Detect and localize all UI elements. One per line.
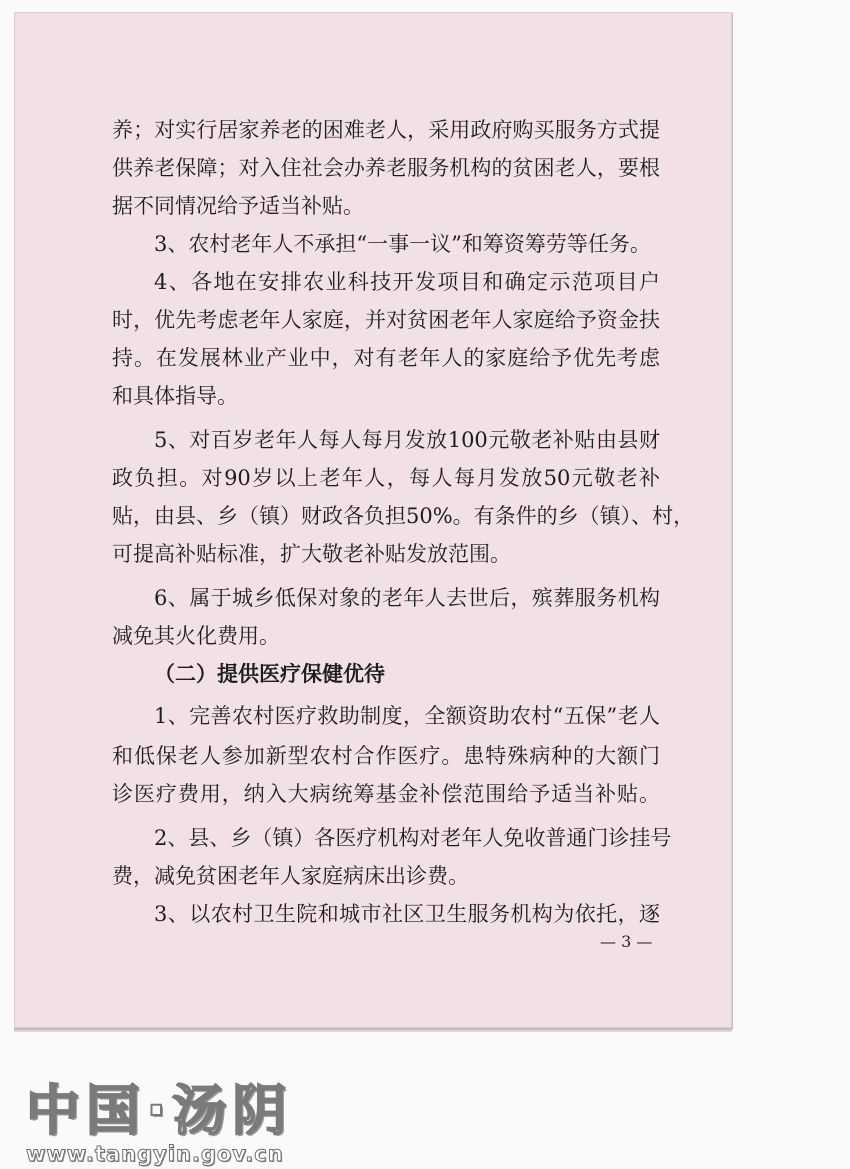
text-line: 2、县、乡（镇）各医疗机构对老年人免收普通门诊挂号 <box>154 826 672 850</box>
text-line: 供养老保障；对入住社会办养老服务机构的贫困老人，要根 <box>112 156 660 180</box>
text-line: 5、对百岁老年人每人每月发放100元敬老补贴由县财 <box>154 428 660 452</box>
text-line: 养；对实行居家养老的困难老人，采用政府购买服务方式提 <box>112 118 660 142</box>
text-line: 减免其火化费用。 <box>112 624 280 648</box>
watermark-title: 中国·汤阴 <box>26 1079 293 1142</box>
text-line: 贴，由县、乡（镇）财政各负担50%。有条件的乡（镇）、村， <box>112 504 695 528</box>
text-line: 诊医疗费用，纳入大病统筹基金补偿范围给予适当补贴。 <box>112 782 660 806</box>
text-line: 1、完善农村医疗救助制度，全额资助农村“五保”老人 <box>154 704 660 728</box>
text-line: 4、各地在安排农业科技开发项目和确定示范项目户 <box>154 270 660 294</box>
text-line: 据不同情况给予适当补贴。 <box>112 194 364 218</box>
text-line: 3、农村老年人不承担“一事一议”和筹资筹劳等任务。 <box>154 232 651 256</box>
text-line: 政负担。对90岁以上老年人，每人每月发放50元敬老补 <box>112 466 660 490</box>
text-line: 时，优先考虑老年人家庭，并对贫困老年人家庭给予资金扶 <box>112 308 660 332</box>
section-heading: （二）提供医疗保健优待 <box>154 661 385 686</box>
text-line: 可提高补贴标准，扩大敬老补贴发放范围。 <box>112 542 511 566</box>
page-bottom-edge <box>14 1028 732 1032</box>
site-watermark <box>26 1080 346 1166</box>
text-line: 费，减免贫困老年人家庭病床出诊费。 <box>112 864 469 888</box>
text-line: 和低保老人参加新型农村合作医疗。患特殊病种的大额门 <box>112 744 660 768</box>
text-line: 6、属于城乡低保对象的老年人去世后，殡葬服务机构 <box>154 586 660 610</box>
watermark-url: www.tangyin.gov.cn <box>26 1142 284 1166</box>
text-line: 3、以农村卫生院和城市社区卫生服务机构为依托，逐 <box>154 902 660 926</box>
text-line: 持。在发展林业产业中，对有老年人的家庭给予优先考虑 <box>112 346 660 370</box>
text-line: 和具体指导。 <box>112 384 238 408</box>
page-number: — 3 — <box>600 932 653 951</box>
